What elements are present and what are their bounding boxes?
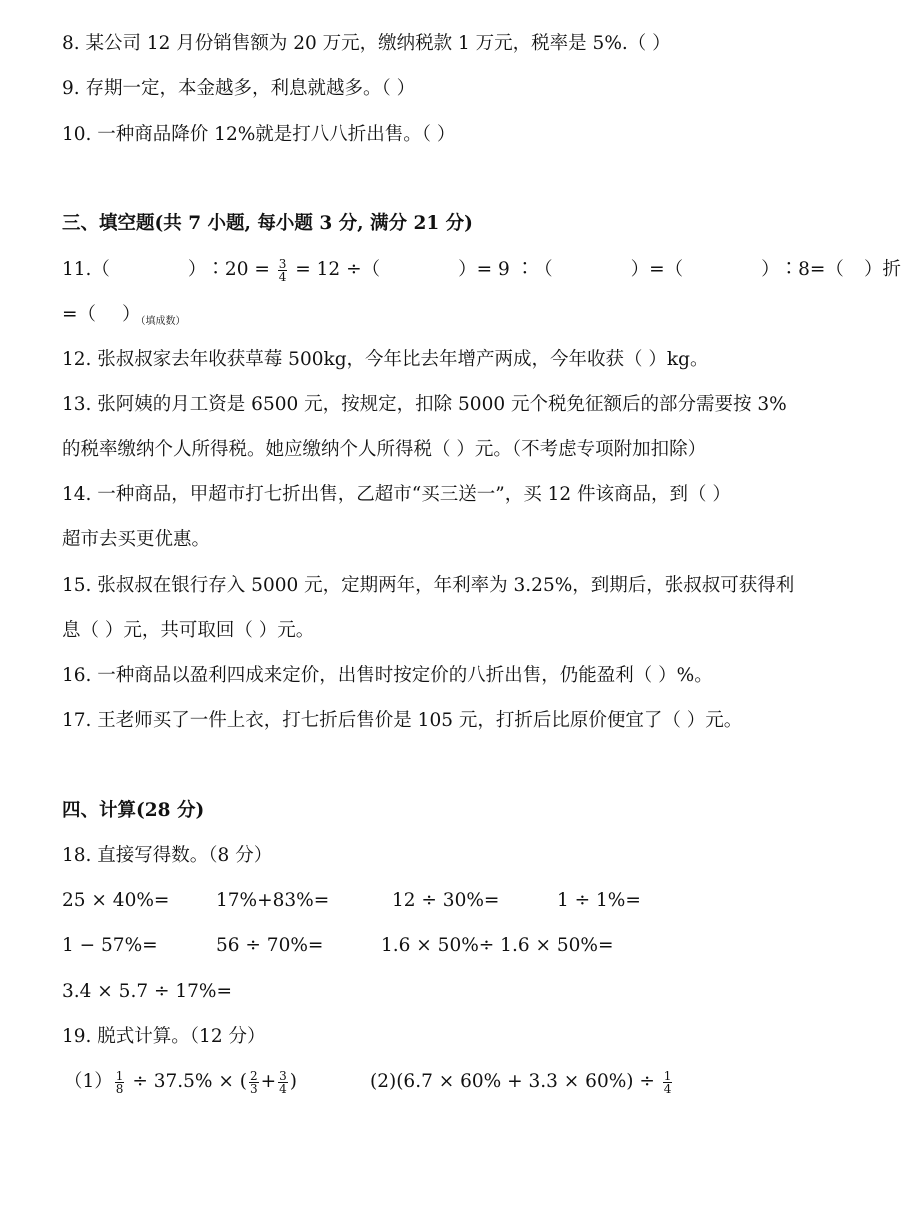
- question-10: 10. 一种商品降价 12%就是打八八折出售。（ ）: [62, 124, 456, 145]
- p2-expr: (6.7 × 60% + 3.3 × 60%) ÷: [396, 1071, 655, 1092]
- q11-part-f: ）∶8=（: [761, 259, 844, 280]
- p2-label: (2): [370, 1071, 397, 1092]
- question-13-line1: 13. 张阿姨的月工资是 6500 元，按规定，扣除 5000 元个税免征额后的部分需要按 3%: [62, 394, 787, 415]
- question-14-line1: 14. 一种商品，甲超市打七折出售，乙超市“买三送一”，买 12 件该商品，到（ ）: [62, 484, 731, 505]
- calc-problem-1: [64, 1069, 297, 1095]
- p1-f1-num: 1: [115, 1068, 124, 1083]
- q11-note: （填成数）: [140, 316, 186, 327]
- q11-part-b: ）∶20 =: [187, 259, 270, 280]
- question-19: 19. 脱式计算。（12 分）: [62, 1026, 266, 1047]
- calc-r1-item-1: 25 × 40%=: [62, 890, 170, 911]
- q11-part-a: 11.（: [62, 259, 110, 280]
- calc-r1-item-3: 12 ÷ 30%=: [392, 890, 500, 911]
- q11-part-h: =（: [62, 304, 97, 325]
- q11-part-i: ）: [122, 304, 141, 325]
- p2-f-den: 4: [663, 1081, 672, 1096]
- p1-fraction-3: [278, 1070, 288, 1095]
- question-11-line2: [62, 302, 186, 328]
- q11-fraction: [278, 258, 288, 283]
- p1-f3-den: 4: [279, 1081, 287, 1096]
- calc-r1-item-4: 1 ÷ 1%=: [557, 890, 641, 911]
- p1-f2-den: 3: [249, 1081, 258, 1096]
- question-8: 8. 某公司 12 月份销售额为 20 万元，缴纳税款 1 万元，税率是 5%.（ ）: [62, 33, 671, 54]
- calc-r3-item-1: 3.4 × 5.7 ÷ 17%=: [62, 981, 232, 1002]
- question-15-line2: 息（ ）元，共可取回（ ）元。: [62, 620, 315, 641]
- question-9: 9. 存期一定，本金越多，利息就越多。（ ）: [62, 78, 416, 99]
- p2-fraction: [663, 1070, 673, 1095]
- p1-mid: ÷ 37.5% × (: [132, 1071, 247, 1092]
- q11-frac-num: 3: [278, 256, 287, 271]
- p1-f3-num: 3: [279, 1068, 287, 1083]
- q11-frac-den: 4: [278, 269, 287, 284]
- question-17: 17. 王老师买了一件上衣，打七折后售价是 105 元，打折后比原价便宜了（ ）元。: [62, 710, 743, 731]
- calc-r2-item-1: 1 − 57%=: [62, 935, 158, 956]
- p1-label: （1）: [64, 1071, 113, 1092]
- question-13-line2: 的税率缴纳个人所得税。她应缴纳个人所得税（ ）元。（不考虑专项附加扣除）: [62, 439, 707, 460]
- p1-plus: +: [260, 1071, 277, 1092]
- q11-part-g: ）折: [863, 259, 901, 280]
- calc-r1-item-2: 17%+83%=: [216, 890, 330, 911]
- question-15-line1: 15. 张叔叔在银行存入 5000 元，定期两年，年利率为 3.25%，到期后，张叔叔可获得利: [62, 575, 795, 596]
- section-fill-heading: 三、填空题(共 7 小题, 每小题 3 分, 满分 21 分): [62, 213, 473, 234]
- p1-fraction-1: [115, 1070, 125, 1095]
- p1-close: ): [289, 1071, 297, 1092]
- question-14-line2: 超市去买更优惠。: [62, 529, 211, 550]
- question-18: 18. 直接写得数。（8 分）: [62, 845, 273, 866]
- calc-r2-item-2: 56 ÷ 70%=: [216, 935, 324, 956]
- p1-f1-den: 8: [115, 1081, 124, 1096]
- q11-part-d: ）= 9 ∶（: [458, 259, 553, 280]
- q11-part-c: = 12 ÷（: [295, 259, 381, 280]
- section-calc-heading: 四、计算(28 分): [62, 800, 205, 821]
- q11-part-e: ）=（: [630, 259, 684, 280]
- question-11-line1: [62, 257, 901, 283]
- calc-r2-item-3: 1.6 × 50%÷ 1.6 × 50%=: [381, 935, 614, 956]
- calc-problem-2: [370, 1069, 674, 1095]
- p1-fraction-2: [249, 1070, 259, 1095]
- p2-f-num: 1: [663, 1068, 672, 1083]
- question-12: 12. 张叔叔家去年收获草莓 500kg，今年比去年增产两成，今年收获（ ）kg。: [62, 349, 709, 370]
- p1-f2-num: 2: [249, 1068, 258, 1083]
- question-16: 16. 一种商品以盈利四成来定价，出售时按定价的八折出售，仍能盈利（ ）%。: [62, 665, 713, 686]
